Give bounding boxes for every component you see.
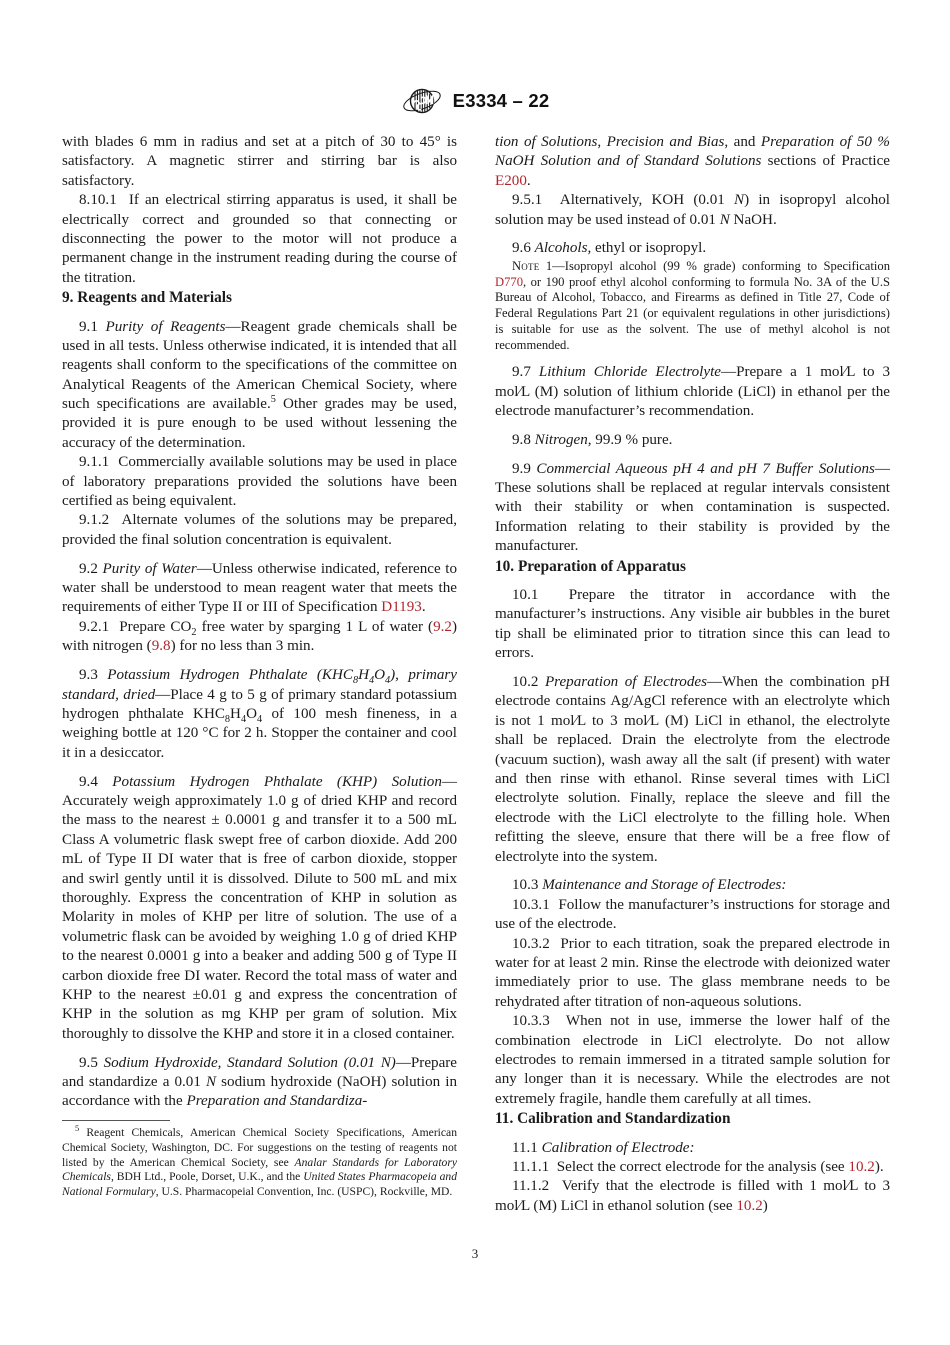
right-column — [495, 133, 890, 1216]
paragraph-10-3-3: 10.3.3 When not in use, immerse the lower half of the combination electrode in LiCl electrolyte. Do not allow electrodes to remain immersed in a titrated sample solution for any longer than it is necessary. While the electrodes are not extremely fragile, handle them carefully at all times. — [495, 1013, 890, 1107]
page-number: 3 — [471, 1246, 479, 1261]
paragraph-8-10-1: 8.10.1 If an electrical stirring apparatus is used, it shall be electrically correct and grounded so that connecting or disconnecting the power to the motor will not produce a permanent change in the instrument reading during the course of the titration. — [62, 192, 457, 286]
paragraph-8-10-continued: with blades 6 mm in radius and set at a pitch of 30 to 45° is satisfactory. A magnetic stirrer and stirring bar is also satisfactory. — [62, 134, 457, 189]
paragraph-10-3-1: 10.3.1 Follow the manufacturer’s instructions for storage and use of the electrode. — [495, 896, 890, 933]
paragraph-9-6: 9.6 Alcohols, ethyl or isopropyl. — [512, 240, 707, 257]
paragraph-9-2-1: 9.2.1 Prepare $CO_2$ free water by sparging 1 L of water (9.2) with nitrogen (9.8) for no less than 3 min. — [62, 618, 457, 655]
paragraph-9-5-1: 9.5.1 Alternatively, KOH (0.01 N) in isopropyl alcohol solution may be used instead of 0.01 N NaOH. — [495, 192, 890, 228]
paragraph-9-4: 9.4 Potassium Hydrogen Phthalate (KHP) Solution—Accurately weigh approximately 1.0 g of dried KHP and record the mass to the nearest ± 0.0001 g and transfer it to a 500 mL Class A volumetric flask swept free of carbon dioxide. Add 200 mL of Type II DI water that is free of carbon dioxide, stopper and swirl gently until it is dissolved. Dilute to 500 mL and mix thoroughly. Express the concentration of KHP in solution as Molarity in moles of KHP per litre of solution. The use of a volumetric flask can be avoided by weighing 1.0 g of dried KHP to the nearest 0.0001 g into a beaker and adding 500 g of Type II carbon dioxide free DI water. Record the total mass of water and KHP to the nearest ±0.01 g and express the concentration of KHP in the solution as mg KHP per gram of solution. Mix thoroughly to dissolve the KHP and store it in a closed container. — [62, 773, 457, 1042]
page-header — [0, 86, 950, 116]
paragraph-9-1-2: 9.1.2 Alternate volumes of the solutions may be prepared, provided the final solution concentration is equivalent. — [62, 512, 457, 548]
paragraph-9-9: 9.9 Commercial Aqueous pH 4 and pH 7 Buffer Solutions—These solutions shall be replaced at regular intervals consistent with their stability or when contamination is suspected. Information relating to their stability is provided by the manufacturer. — [495, 460, 890, 555]
paragraph-9-2: 9.2 Purity of Water—Unless otherwise indicated, reference to water shall be understood to mean reagent water that meets the requirements of either Type II or III of Specification D1193. — [62, 560, 458, 616]
paragraph-9-5-continued: tion of Solutions, Precision and Bias, and Preparation of 50 % NaOH Solution and of Standard Solutions sections of Practice E200. — [495, 134, 890, 189]
paragraph-9-7: 9.7 Lithium Chloride Electrolyte—Prepare a 1 mol∕L to 3 mol∕L (M) solution of lithium chloride (LiCl) in ethanol per the electrode manufacturer’s recommendation. — [495, 364, 891, 419]
standard-designation: E3334 – 22 — [452, 90, 550, 111]
footnote-5: $^5$ Reagent Chemicals, American Chemical Society Specifications, American Chemical Society, Washington, DC. For suggestions on the testing of reagents not listed by the American Chemical Society, see Analar Standards for Laboratory Chemicals, BDH Ltd., Poole, Dorset, U.K., and the United States Pharmacopeia and National Formulary, U.S. Pharmacopeial Convention, Inc. (USPC), Rockville, MD. — [62, 1124, 457, 1199]
footnote-area — [62, 1120, 457, 1200]
paragraph-9-8: 9.8 Nitrogen, 99.9 % pure. — [512, 431, 673, 448]
paragraph-11-1-2: 11.1.2 Verify that the electrode is filled with 1 mol∕L to 3 mol∕L (M) LiCl in ethanol solution (see 10.2) — [495, 1178, 890, 1214]
paragraph-9-5: 9.5 Sodium Hydroxide, Standard Solution (0.01 N)—Prepare and standardize a 0.01 N sodium hydroxide (NaOH) solution in accordance with the Preparation and Standardiza- — [62, 1054, 457, 1110]
heading-section-11: 11. Calibration and Standardization — [495, 1110, 731, 1128]
footnote-separator-rule — [62, 1120, 170, 1121]
paragraph-10-1: 10.1 Prepare the titrator in accordance with the manufacturer’s instructions. Any visible air bubbles in the buret tip shall be eliminated prior to titration since this can lead to errors. — [495, 587, 890, 662]
astm-logo-icon — [401, 86, 443, 116]
paragraph-10-3: 10.3 Maintenance and Storage of Electrodes: — [512, 877, 787, 894]
paragraph-10-2: 10.2 Preparation of Electrodes—When the combination pH electrode contains Ag/AgCl reference with an electrolyte which is not 1 mol∕L to 3 mol∕L (M) LiCl in ethanol, the electrolyte shall be replaced. Drain the electrolyte from the electrode (vacuum suction), wash away all the salt (if present) with water and then rinse with ethanol. Rinse several times with LiCl electrolyte solution. Finally, replace the sleeve and fill the electrode with the LiCl electrolyte to the filling hole. When refitting the sleeve, ensure that there will be a free flow of electrolyte into the system. — [495, 674, 890, 865]
note-1: Note 1—Isopropyl alcohol (99 % grade) conforming to Specification D770, or 190 proof ethyl alcohol conforming to formula No. 3A of the U.S Bureau of Alcohol, Tobacco, and Firearms as defined in Title 27, Code of Federal Regulations Part 21 (or equivalent regulations in other jurisdictions) is suitable for use as the solvent. The use of methyl alcohol is not recommended. — [495, 258, 890, 352]
paragraph-10-3-2: 10.3.2 Prior to each titration, soak the prepared electrode in water for at least 2 min. Rinse the electrode with deionized water immediately prior to use. The glass membrane needs to be rehydrated after titration of non-aqueous solutions. — [495, 935, 890, 1010]
left-column — [62, 133, 457, 1216]
heading-section-10: 10. Preparation of Apparatus — [495, 557, 686, 575]
paragraph-11-1: 11.1 Calibration of Electrode: — [512, 1139, 695, 1156]
paragraph-11-1-1: 11.1.1 Select the correct electrode for the analysis (see 10.2). — [512, 1158, 884, 1175]
paragraph-9-1-1: 9.1.1 Commercially available solutions may be used in place of laboratory preparations provided the solutions have been certified as being equivalent. — [62, 454, 457, 510]
paragraph-9-1: 9.1 Purity of Reagents—Reagent grade chemicals shall be used in all tests. Unless otherwise indicated, it is intended that all reagents shall conform to the specifications of the committee on Analytical Reagents of the American Chemical Society, where such specifications are available.$^5$ Other grades may be used, provided it is pure enough to be used without lessening the accuracy of the determination. — [62, 318, 457, 451]
two-column-body — [62, 133, 890, 1216]
heading-section-9: 9. Reagents and Materials — [62, 289, 232, 307]
paragraph-9-3: 9.3 Potassium Hydrogen Phthalate $(KHC_8H_4O_4)$, primary standard, dried—Place 4 g to 5 g of primary standard potassium hydrogen phthalate $KHC_8H_4O_4$ of 100 mesh fineness, in a weighing bottle at 120 °C for 2 h. Stopper the container and cool it in a desiccator. — [62, 667, 458, 761]
